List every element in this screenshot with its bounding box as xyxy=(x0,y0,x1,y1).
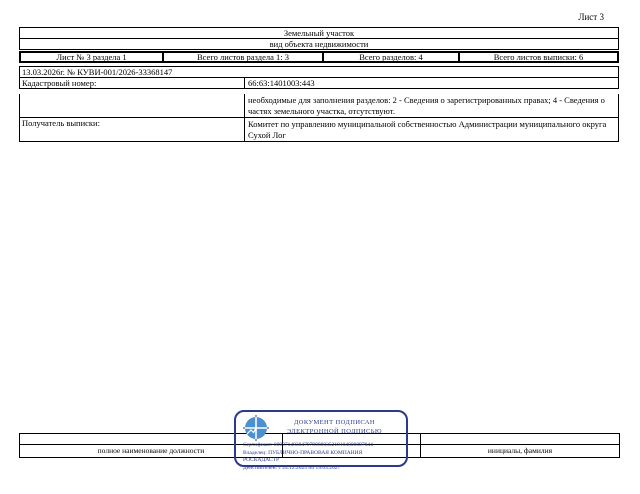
object-type-table xyxy=(19,27,619,50)
stamp-header xyxy=(236,412,406,441)
stamp-title xyxy=(269,415,400,441)
sheet-info-cell: Всего листов раздела 1: 3 xyxy=(164,53,324,61)
sheet-info-cell: Всего разделов: 4 xyxy=(324,53,460,61)
sections-note-empty-cell xyxy=(20,94,245,117)
stamp-details xyxy=(236,441,406,472)
position-caption: полное наименование должности xyxy=(20,445,283,457)
sheet-number-label: Лист 3 xyxy=(578,12,604,22)
sections-note-text: необходимые для заполнения разделов: 2 - Сведения о зарегистрированных правах; 4 - Сведения о частях земельного участка, отсутствуют. xyxy=(248,94,605,116)
extract-number-table xyxy=(19,66,619,89)
stamp-certificate: Сертификат: 009971483847979988035219104000097844 xyxy=(243,442,373,448)
stamp-owner-line1: Владелец: ПУБЛИЧНО-ПРАВОВАЯ КОМПАНИЯ xyxy=(243,449,363,456)
digital-signature-stamp xyxy=(234,410,408,471)
sheet-info-cell: Лист № 3 раздела 1 xyxy=(21,53,164,61)
extract-date-number: 13.03.2026г. № КУВИ-001/2026-33368147 xyxy=(20,67,618,78)
cadastral-row xyxy=(20,78,618,88)
recipient-label: Получатель выписки: xyxy=(20,118,245,141)
sheet-info-table xyxy=(19,51,619,63)
object-type-caption: вид объекта недвижимости xyxy=(269,39,369,49)
details-table xyxy=(19,94,619,142)
stamp-owner-line2: РОСКАДАСТР xyxy=(243,457,280,464)
stamp-validity: Действителен: с 24.12.2025 по 19.03.2027 xyxy=(243,464,341,471)
sections-note-row xyxy=(20,94,618,118)
signature-name-field xyxy=(421,434,619,444)
roskadastr-logo-icon xyxy=(243,415,269,441)
name-caption: инициалы, фамилия xyxy=(487,446,553,455)
cadastral-number-label: Кадастровый номер: xyxy=(20,78,245,88)
recipient-value: Комитет по управлению муниципальной собственностью Администрации муниципального округа Сухой Лог xyxy=(248,118,607,140)
cadastral-number-value: 66:63:1401003:443 xyxy=(248,78,315,88)
stamp-title-line1: ДОКУМЕНТ ПОДПИСАН xyxy=(293,419,376,426)
stamp-title-line2: ЭЛЕКТРОННОЙ ПОДПИСЬЮ xyxy=(287,428,382,435)
sheet-info-cell: Всего листов выписки: 6 xyxy=(493,51,584,62)
recipient-row xyxy=(20,118,618,141)
object-type-value: Земельный участок xyxy=(20,28,618,39)
